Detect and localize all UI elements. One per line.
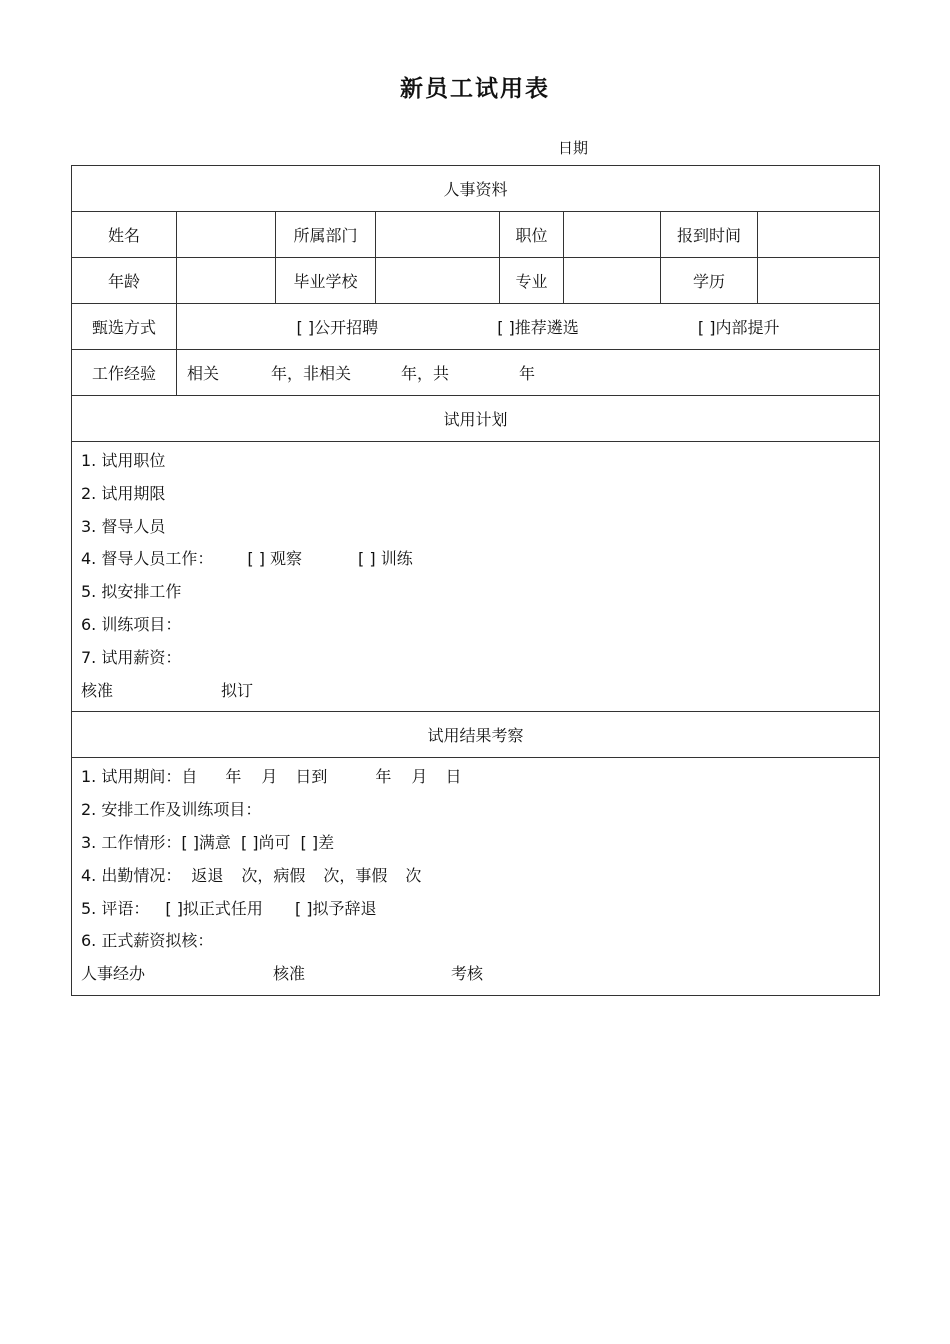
plan-draft: 拟订	[221, 680, 254, 700]
selection-row	[72, 304, 880, 350]
plan-item-training: 6. 训练项目：	[81, 614, 182, 634]
trial-form-table	[71, 165, 880, 996]
experience-unrelated: 年，非相关	[271, 364, 352, 383]
page-title: 新员工试用表	[400, 76, 550, 102]
attendance-personal: 次，事假	[323, 865, 388, 885]
position-field[interactable]	[564, 212, 661, 258]
report-time-field[interactable]	[758, 212, 880, 258]
experience-total: 年，共	[401, 364, 450, 383]
result-period-day-to: 日到	[295, 767, 328, 787]
supervisor-option-train[interactable]: [ ] 训练	[358, 549, 413, 569]
plan-body-row	[72, 442, 880, 712]
sign-review: 考核	[451, 964, 484, 984]
result-comment-label: 5. 评语：	[81, 898, 150, 918]
major-field[interactable]	[564, 258, 661, 304]
attendance-sick: 次，病假	[241, 865, 306, 885]
position-label: 职位	[500, 212, 564, 258]
plan-signatures	[81, 675, 879, 708]
personnel-row-2	[72, 258, 880, 304]
selection-option-internal[interactable]: [ ]内部提升	[697, 318, 780, 337]
name-label: 姓名	[72, 212, 177, 258]
result-attendance-label: 4. 出勤情况：	[81, 865, 182, 885]
result-period-day-2: 日	[445, 767, 462, 787]
plan-item-supervisor-work	[81, 543, 879, 576]
report-time-label: 报到时间	[661, 212, 758, 258]
selection-option-public[interactable]: [ ]公开招聘	[296, 318, 379, 337]
sign-approve: 核准	[273, 964, 306, 984]
work-status-poor[interactable]: [ ]差	[300, 832, 335, 852]
school-label: 毕业学校	[276, 258, 376, 304]
experience-row	[72, 350, 880, 396]
plan-approve: 核准	[81, 680, 114, 700]
experience-year: 年	[519, 364, 536, 383]
date-label: 日期	[558, 139, 589, 157]
selection-label: 甄选方式	[72, 304, 177, 350]
work-status-fair[interactable]: [ ]尚可	[240, 832, 291, 852]
result-period-year: 年	[225, 767, 242, 787]
work-status-satisfied[interactable]: [ ]满意	[181, 832, 231, 852]
plan-header-row	[72, 396, 880, 442]
dept-label: 所属部门	[276, 212, 376, 258]
personnel-header: 人事资料	[72, 166, 880, 212]
selection-options	[177, 304, 880, 350]
age-label: 年龄	[72, 258, 177, 304]
result-work-status-label: 3. 工作情形：	[81, 832, 182, 852]
selection-option-recommend[interactable]: [ ]推荐遴选	[497, 318, 579, 337]
school-field[interactable]	[376, 258, 500, 304]
education-label: 学历	[661, 258, 758, 304]
sign-hr: 人事经办	[81, 964, 146, 984]
result-work-training: 2. 安排工作及训练项目：	[81, 800, 262, 820]
result-period	[81, 761, 879, 794]
plan-item-salary: 7. 试用薪资：	[81, 647, 182, 667]
supervisor-option-observe[interactable]: [ ] 观察	[247, 549, 303, 569]
experience-label: 工作经验	[72, 350, 177, 396]
result-salary: 6. 正式薪资拟核：	[81, 931, 214, 951]
personnel-header-row	[72, 166, 880, 212]
attendance-late: 返退	[191, 865, 224, 885]
education-field[interactable]	[758, 258, 880, 304]
plan-item-position: 1. 试用职位	[81, 451, 166, 470]
result-period-label: 1. 试用期间：自	[81, 767, 198, 787]
result-list	[72, 758, 880, 996]
plan-item-supervisor-work-label: 4. 督导人员工作：	[81, 549, 214, 569]
comment-option-dismiss[interactable]: [ ]拟予辞退	[294, 898, 377, 918]
major-label: 专业	[500, 258, 564, 304]
result-header-row	[72, 712, 880, 758]
plan-list	[72, 442, 880, 712]
result-work-status	[81, 827, 879, 860]
result-body-row	[72, 758, 880, 996]
result-period-month-2: 月	[411, 767, 428, 787]
dept-field[interactable]	[376, 212, 500, 258]
name-field[interactable]	[177, 212, 276, 258]
comment-option-hire[interactable]: [ ]拟正式任用	[165, 898, 263, 918]
personnel-row-1	[72, 212, 880, 258]
result-period-month: 月	[261, 767, 278, 787]
age-field[interactable]	[177, 258, 276, 304]
result-signatures	[81, 958, 879, 991]
result-header: 试用结果考察	[72, 712, 880, 758]
result-period-year-2: 年	[375, 767, 392, 787]
result-comment	[81, 893, 879, 926]
attendance-times: 次	[405, 865, 422, 885]
plan-item-work: 5. 拟安排工作	[81, 582, 182, 602]
result-attendance	[81, 860, 879, 893]
experience-field[interactable]	[177, 350, 880, 396]
plan-item-supervisor: 3. 督导人员	[81, 516, 166, 536]
plan-item-period: 2. 试用期限	[81, 483, 166, 503]
experience-related: 相关	[187, 364, 220, 383]
plan-header: 试用计划	[72, 396, 880, 442]
